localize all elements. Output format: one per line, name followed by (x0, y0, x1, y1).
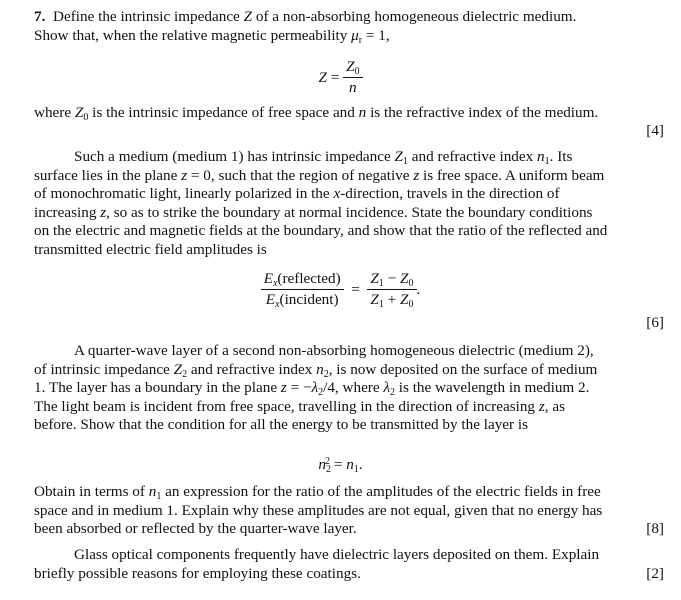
intro-paragraph: 7. Define the intrinsic impedance Z of a non-absorbing homogeneous dielectric medium. Show that, when the relative magnetic permeability $\mu_r = 1$, (34, 8, 577, 46)
equation-transmission-condition: $n_2^2 = n_1$. (318, 456, 363, 475)
quarter-wave-paragraph: A quarter-wave layer of a second non-absorbing homogeneous dielectric (medium 2), of intrinsic impedance $Z_2$ and refractive index $n_2$, is now deposited on the surface of medium 1. The layer has a boundary in the plane $z = -\lambda_2/4$, where $\lambda_2$ is the wavelength in medium 2. The light beam is incident from free space, travelling in the direction of increasing z, as before. Show that the condition for all the energy to be transmitted by the layer is (34, 342, 598, 434)
coatings-paragraph: Glass optical components frequently have dielectric layers deposited on them. Explain briefly possible reasons for employing these coatings. (34, 546, 600, 582)
question-number: 7. (34, 8, 46, 25)
mark-4: [4] (646, 122, 664, 139)
amplitude-paragraph: Obtain in terms of $n_1$ an expression for the ratio of the amplitudes of the electric fields in free space and in medium 1. Explain why these amplitudes are not equal, given that no energy has been absorbed or reflected by the quarter-wave layer. (34, 483, 603, 538)
mark-2: [2] (646, 565, 664, 582)
equation-reflection-ratio: $\frac{E_x(reflected)}{E_x(incident)}$ = $\frac{Z_1 - Z_0}{Z_1 + Z_0}$ . (0, 270, 681, 309)
mark-6: [6] (646, 314, 664, 331)
mark-8: [8] (646, 520, 664, 537)
where-paragraph: where $Z_0$ is the intrinsic impedance of free space and n is the refractive index of the medium. (34, 104, 599, 123)
boundary-paragraph: Such a medium (medium 1) has intrinsic impedance $Z_1$ and refractive index $n_1$. Its surface lies in the plane z = 0, such that the region of negative z is free space. A uniform beam of monochromatic light, linearly polarized in the x-direction, travels in the direction of increasing z, so as to strike the boundary at normal incidence. State the boundary conditions on the electric and magnetic fields at the boundary, and show that the ratio of the reflected and transmitted electric field amplitudes is (34, 148, 608, 258)
equation-impedance: Z = $\frac{Z_0}{n}$ (0, 58, 681, 97)
